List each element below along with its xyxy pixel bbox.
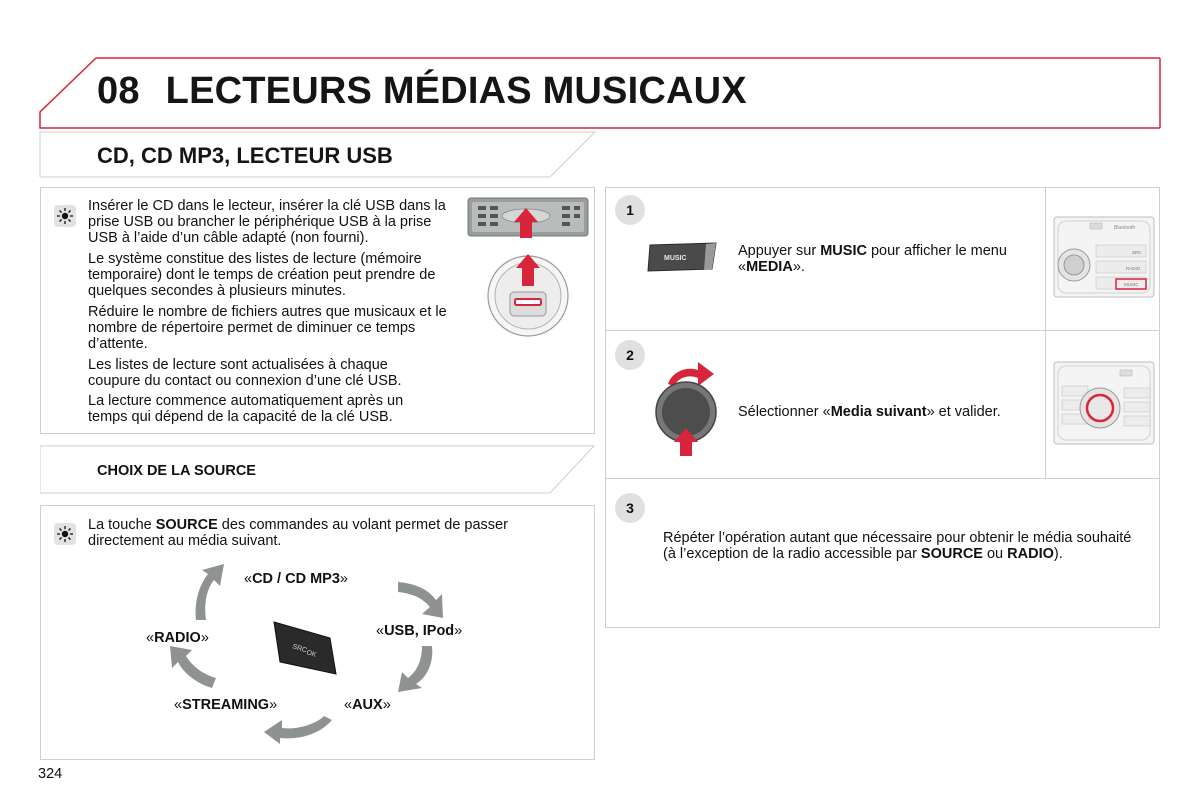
quote: » — [200, 630, 209, 646]
chapter-title — [97, 70, 747, 113]
music-button-illustration — [646, 241, 720, 273]
quote: « — [174, 697, 183, 713]
quote: « — [376, 623, 385, 639]
quote: « — [344, 697, 353, 713]
cycle-arrow-icon — [170, 646, 216, 688]
radio-panel-knob-illustration — [1052, 360, 1156, 446]
steering-source-button — [274, 622, 336, 674]
text-run: » et valider. — [926, 404, 1001, 420]
info-paragraph: Le système constitue des listes de lecture (mémoire temporaire) dont le temps de création peut prendre de quelques secondes à plusieurs minutes. — [88, 251, 436, 299]
keyword: Media suivant — [830, 404, 927, 420]
keyword: MUSIC — [820, 243, 867, 259]
keyword: RADIO — [1007, 546, 1054, 562]
cycle-arrow-icon — [196, 564, 224, 620]
cycle-arrow-icon — [398, 646, 432, 692]
step-divider — [605, 330, 1160, 331]
source-option-aux — [344, 697, 391, 713]
step-2-text — [738, 404, 1038, 420]
page-number: 324 — [38, 766, 63, 782]
text-run: La touche — [88, 517, 156, 533]
keyword: MEDIA — [746, 259, 793, 275]
quote: » — [269, 697, 278, 713]
quote: « — [146, 630, 155, 646]
panel-music-label: MUSIC — [1124, 282, 1139, 287]
quote: « — [244, 571, 253, 587]
source-option-cd — [244, 571, 348, 587]
info-paragraph: Les listes de lecture sont actualisées à chaque coupure du contact ou connexion d’une clé USB. — [88, 357, 402, 389]
info-paragraph: Insérer le CD dans le lecteur, insérer la clé USB dans la prise USB ou brancher le périphérique USB à la prise USB à l’aide d’un câble adapté (non fourni). — [88, 198, 446, 246]
source-section-title: CHOIX DE LA SOURCE — [97, 463, 256, 479]
panel-radio-label: RADIO — [1126, 266, 1141, 271]
quote: » — [382, 697, 391, 713]
step-divider — [1045, 330, 1046, 478]
section-title: CD, CD MP3, LECTEUR USB — [97, 143, 393, 168]
source-option-label: STREAMING — [182, 697, 270, 713]
step-number-badge: 1 — [615, 195, 645, 225]
info-paragraph: La lecture commence automatiquement après un temps qui dépend de la capacité de la clé USB. — [88, 393, 404, 425]
chapter-number: 08 — [97, 70, 140, 112]
chapter-header-frame — [0, 0, 1200, 135]
text-run: ». — [792, 259, 805, 275]
text-run: Appuyer sur — [738, 243, 821, 259]
rotary-knob-illustration — [652, 354, 724, 458]
step-number-badge: 2 — [615, 340, 645, 370]
source-option-label: USB, IPod — [384, 623, 455, 639]
source-option-usb — [376, 623, 462, 639]
ok-label: OK — [305, 649, 318, 660]
cycle-arrow-icon — [398, 582, 443, 618]
radio-panel-music-illustration — [1052, 215, 1156, 299]
text-run: ). — [1053, 546, 1063, 562]
source-description — [88, 517, 568, 549]
quote: » — [454, 623, 463, 639]
keyword: SOURCE — [920, 546, 983, 562]
step-divider — [1045, 187, 1046, 330]
source-option-streaming — [174, 697, 277, 713]
text-run: ou — [982, 546, 1008, 562]
text-run: des commandes au volant permet de passer directement au média suivant. — [88, 517, 508, 549]
source-option-radio — [146, 630, 209, 646]
source-keyword: SOURCE — [155, 517, 218, 533]
src-label: SRC — [291, 643, 308, 655]
text-run: Répéter l’opération autant que nécessaire pour obtenir le média souhaité (à l’exception de la radio accessible par — [663, 530, 1132, 562]
tip-icon — [54, 205, 76, 227]
music-button-label: MUSIC — [664, 255, 687, 262]
cycle-arrow-icon — [264, 716, 332, 744]
chapter-title-text: LECTEURS MÉDIAS MUSICAUX — [165, 70, 747, 112]
step-1-text — [738, 243, 1018, 275]
step-divider — [605, 478, 1160, 479]
panel-bluetooth-label: Bluetooth — [1114, 225, 1136, 231]
cd-usb-illustration — [466, 196, 590, 348]
quote: » — [339, 571, 348, 587]
source-cycle-diagram — [140, 560, 490, 755]
source-option-label: AUX — [352, 697, 383, 713]
tip-icon — [54, 523, 76, 545]
step-3-text — [663, 530, 1143, 562]
info-paragraph: Réduire le nombre de fichiers autres que musicaux et le nombre de répertoire permet de diminuer ce temps d’attente. — [88, 304, 447, 352]
panel-src-label: SRC — [1132, 250, 1142, 255]
text-run: pour afficher le menu « — [738, 243, 1007, 275]
source-option-label: CD / CD MP3 — [252, 571, 340, 587]
text-run: Sélectionner « — [738, 404, 831, 420]
step-number-badge: 3 — [615, 493, 645, 523]
source-option-label: RADIO — [154, 630, 201, 646]
